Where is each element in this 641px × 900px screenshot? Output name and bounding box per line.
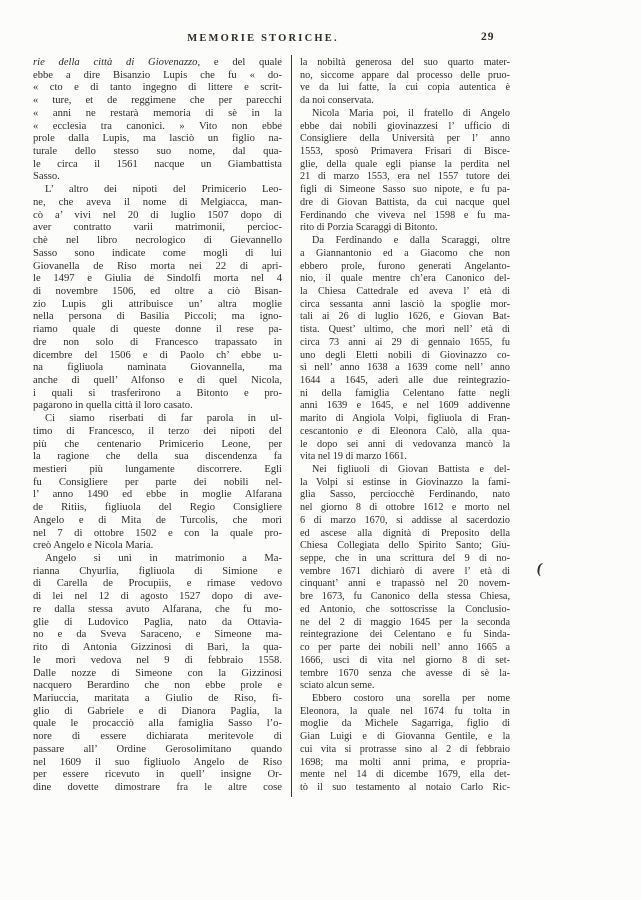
text-line: dicembre del 1506 e di Paolo ch’ ebbe u- bbox=[33, 349, 282, 361]
text-line: nel 1609 il suo figliuolo Angelo de Riso bbox=[33, 756, 282, 768]
text-line: quale le procacciò alla famiglia Sasso l’o- bbox=[33, 718, 282, 730]
text-line: glia Sasso, perciocchè Ferdinando, nato bbox=[300, 489, 510, 501]
text-line: tò il suo testamento al notaio Carlo Ric- bbox=[300, 781, 510, 793]
text-line: moglie da Michele Sagarriga, figlio di bbox=[300, 718, 510, 730]
text-line: ne, che aveva il nome di Melgiacca, man- bbox=[33, 196, 282, 208]
text-line: rito di Porzia Scaraggi di Bitonto. bbox=[300, 222, 438, 234]
page-number: 29 bbox=[481, 31, 495, 43]
text-line: per essere ricevuto in quell’ insigne Or- bbox=[33, 769, 282, 781]
text-line: Nicola Maria poi, il fratello di Angelo bbox=[312, 107, 510, 119]
text-line: re dalla stessa avuto Alfarana, che fu mo- bbox=[33, 603, 282, 615]
text-line: Ci siamo riserbati di far parola in ul- bbox=[45, 413, 282, 425]
text-line: co per parte dei nobili nell’ anno 1665 a bbox=[300, 642, 510, 654]
text-line: turale dello stesso suo nome, dal qua- bbox=[33, 146, 282, 158]
text-line: ebbe a dire Bisanzio Lupis che fu « do- bbox=[33, 69, 282, 81]
text-line: na figliuola naminata Giovannella, ma bbox=[33, 362, 282, 374]
text-line: no, siccome appare dal processo delle pruo- bbox=[300, 69, 510, 81]
text-line: nore di essere dichiarata meritevole di bbox=[33, 731, 282, 743]
left-text-column bbox=[33, 57, 282, 795]
text-line: glio di Gabriele e di Dianora Paglia, la bbox=[33, 705, 282, 717]
text-line: Giovanella de Riso morta nei 22 di apri- bbox=[33, 260, 282, 272]
text-line: glie, della quale egli pianse la perdita nel bbox=[300, 158, 510, 170]
text-line: l’ anno 1490 ed ebbe in moglie Alfarana bbox=[33, 489, 282, 501]
text-line: più che centenario Primicerio Leone, per bbox=[33, 438, 282, 450]
text-line: i quali si trasferirono a Bitonto e pro- bbox=[33, 387, 282, 399]
text-line: 1666, usci di vita nel giorno 8 di set- bbox=[300, 654, 510, 666]
text-line: nio, il quale mentre ch’era Canonico del- bbox=[300, 273, 510, 285]
text-line: ebbe dai nobili giovinazzesi l’ ufficio di bbox=[300, 120, 510, 132]
text-line: Angelo si unì in matrimonio a Ma- bbox=[45, 553, 282, 565]
text-line: timo di Francesco, il terzo dei nipoti del bbox=[33, 425, 282, 437]
text-line: rito di Antonia Gizzinosi di Bari, la qua- bbox=[33, 642, 282, 654]
text-line: 1644 a 1645, aderì alle due reintegrazio- bbox=[300, 374, 510, 386]
text-line: Mariuccia, maritata a Giulio de Riso, fi- bbox=[33, 692, 282, 704]
text-line: dre di Giovan Battista, da cui nacque quel bbox=[300, 196, 510, 208]
text-line: tista. Quest’ ultimo, che morì nell’ età di bbox=[300, 324, 510, 336]
text-line: Sasso. bbox=[33, 171, 60, 183]
text-line: Eleonora, la quale nel 1674 fu tolta in bbox=[300, 705, 510, 717]
running-header-title: MEMORIE STORICHE. bbox=[187, 33, 339, 44]
text-line: creò Angelo e Nicola Maria. bbox=[33, 540, 154, 552]
text-line: de Ritiis, figliuola del Regio Consigliere bbox=[33, 502, 282, 514]
text-line: la Chiesa Cattedrale ed aveva l’ età di bbox=[300, 285, 510, 297]
text-line: Ebbero costoro una sorella per nome bbox=[312, 692, 510, 704]
text-line: prole dalla Lupis, ma lasciò un figlio na- bbox=[33, 133, 282, 145]
text-line: anni 1639 e 1645, e nel 1609 addivenne bbox=[300, 400, 510, 412]
text-line: mente nel 14 di dicembe 1679, ella det- bbox=[300, 769, 510, 781]
text-line: aver contratto varii matrimonii, percioc- bbox=[33, 222, 282, 234]
text-line: nacquero Berardino che non ebbe prole e bbox=[33, 680, 282, 692]
text-line: le dopo sei anni di vedovanza mancò la bbox=[300, 438, 510, 450]
text-line: no e da Sveva Saraceno, e Simeone ma- bbox=[33, 629, 282, 641]
text-line: Dalle nozze di Simeone con la Gizzinosi bbox=[33, 667, 282, 679]
text-line: vita nel 19 di marzo 1661. bbox=[300, 451, 407, 463]
text-line: fu Consigliere per parte dei nobili nel- bbox=[33, 476, 282, 488]
text-line: L’ altro dei nipoti del Primicerio Leo- bbox=[45, 184, 282, 196]
text-line: reintegrazione dei Celentano e fu Sinda- bbox=[300, 629, 510, 641]
text-line: le 1497 e Giulia de Sindolfi morta nel 4 bbox=[33, 273, 282, 285]
text-line: passare all’ Ordine Gerosolimitano quando bbox=[33, 743, 282, 755]
text-line: Sasso sono indicate come mogli di lui bbox=[33, 247, 282, 259]
text-line: mestieri più lungamente discorrere. Egli bbox=[33, 464, 282, 475]
text-line: tembre 1670 senza che avesse di sè la- bbox=[300, 667, 510, 679]
text-line: Da Ferdinando e dalla Scaraggi, oltre bbox=[312, 235, 510, 247]
text-line: uno degli Eletti nobili di Giovinazzo co- bbox=[300, 349, 510, 361]
text-line: circa 73 anni ai 29 di gennaio 1655, fu bbox=[300, 336, 510, 348]
text-line: cinquant’ anni e trapassò nel 20 novem- bbox=[300, 578, 510, 590]
text-line: di lei nel 12 di agosto 1527 dopo di ave- bbox=[33, 591, 282, 603]
text-line: le circa il 1561 nacque un Giambattista bbox=[33, 158, 282, 170]
text-line bbox=[33, 57, 282, 70]
text-line: nel 7 di ottobre 1502 e con la quale pro- bbox=[33, 527, 282, 539]
text-line: Nei figliuoli di Giovan Battista e del- bbox=[312, 464, 510, 475]
text-line: Gian Luigi e di Giovanna Gentile, e la bbox=[300, 731, 510, 743]
text-line: vembre 1671 dichiarò di avere l’ età di bbox=[300, 565, 510, 577]
text-line: tali ai 26 di luglio 1626, e Giovan Bat- bbox=[300, 311, 510, 323]
text-line: nella persona di Basilia Piccoli; ma igno- bbox=[33, 311, 282, 323]
text-line: cò a’ vivi nel 20 di luglio 1507 dopo di bbox=[33, 209, 282, 221]
text-line: anche di quell’ Alfonso e di quel Nicola, bbox=[33, 374, 282, 386]
text-line: rianna Chyurlia, figliuola di Simione e bbox=[33, 565, 282, 577]
text-line: seppe, che in una scrittura del 9 di no- bbox=[300, 553, 510, 565]
text-line: glie di Ludovico Paglia, nato da Ottavia- bbox=[33, 616, 282, 628]
text-line: sì nell’ anno 1638 a 1639 come nell’ anno bbox=[300, 362, 510, 374]
text-line: 1698; ma molti anni prima, e propria- bbox=[300, 756, 510, 768]
text-line: cui vita si protrasse sino al 2 di febbraio bbox=[300, 743, 510, 755]
text-line: « anni ne restarà memoria di sè in la bbox=[33, 107, 282, 119]
text-line: ebbero prole, furono generati Angelanto- bbox=[300, 260, 510, 272]
text-line: bre 1673, fu Canonico della stessa Chiesa, bbox=[300, 591, 510, 603]
text-line: « cto e di tanto ingegno di littere e scrit- bbox=[33, 82, 282, 94]
text-line: le morì vedova nel 9 di febbraio 1558. bbox=[33, 654, 282, 666]
text-line: figli di Simeone Sasso suo nipote, e fu pa- bbox=[300, 184, 510, 196]
text-line: marito di Angiola Volpi, figliuola di Fran- bbox=[300, 413, 510, 425]
text-line: di Carella de Procupiis, e rimase vedovo bbox=[33, 578, 282, 590]
text-line: cescantonio e di Eleonora Calò, alla qua- bbox=[300, 425, 510, 437]
text-line: la nobiltà generosa del suo quarto mater- bbox=[300, 57, 510, 68]
text-line: dre non solo di Francesco trapassato in bbox=[33, 336, 282, 348]
text-line: nel giorno 8 di ottobre 1612 e morto nel bbox=[300, 502, 510, 514]
ink-smudge-artifact: ( bbox=[535, 560, 544, 578]
text-line: la ragione che della sua discendenza fa bbox=[33, 451, 282, 463]
right-text-column bbox=[300, 57, 510, 795]
column-divider-rule bbox=[291, 55, 292, 797]
text-line: da noi conservata. bbox=[300, 95, 374, 107]
text-line: Ferdinando che viveva nel 1598 e fu ma- bbox=[300, 209, 510, 221]
text-line: pagarono in quella città il loro casato. bbox=[33, 400, 193, 412]
text-line: circa sessanta anni lasciò la spoglie mor- bbox=[300, 298, 510, 310]
text-line: sciato alcun seme. bbox=[300, 680, 375, 692]
text-line: Angelo e di Mita de Turcolis, che morì bbox=[33, 514, 282, 526]
text-line: riamo quale di queste donne il rese pa- bbox=[33, 324, 282, 336]
text-line: 1553, sposò Primavera Frisari di Bisce- bbox=[300, 146, 510, 158]
text-line: ne del 2 di maggio 1645 per la seconda bbox=[300, 616, 510, 628]
text-span: , e del quale bbox=[197, 57, 282, 68]
text-line: 6 di marzo 1670, si addisse al sacerdozio bbox=[300, 514, 510, 526]
text-line: ed Antonio, che sottoscrisse la Conclusio- bbox=[300, 603, 510, 615]
text-line: chè nel libro necrologico di Gievannello bbox=[33, 235, 282, 247]
italic-text-span: rie della città di Giovenazzo bbox=[33, 57, 198, 68]
text-line: ni della famiglia Celentano fatte negli bbox=[300, 387, 510, 399]
text-line: « ture, et de reggimene che per parecchi bbox=[33, 95, 282, 107]
text-line: a Giannantonio ed a Giacomo che non bbox=[300, 247, 510, 259]
text-line: Consigliere della Università per l’ anno bbox=[300, 133, 510, 145]
text-line: Chiesa Collegiata dello Spirito Santo; Giu- bbox=[300, 540, 510, 552]
text-line: di novembre 1506, ed oltre a ciò Bisan- bbox=[33, 285, 282, 297]
text-line: la Volpi si estinse in Giovinazzo la fami- bbox=[300, 476, 510, 488]
text-line: « ecclesia tra canonici. » Vito non ebbe bbox=[33, 120, 282, 132]
text-line: dine dovette dimostrare fra le altre cose bbox=[33, 781, 282, 793]
text-line: ve da lui fatte, la cui copia autentica è bbox=[300, 82, 510, 94]
text-line: ed ascese alla dignità di Preposito della bbox=[300, 527, 510, 539]
text-line: 21 di marzo 1553, era nel 1557 tutore dei bbox=[300, 171, 510, 183]
text-line: zio Lupis gli attribuisce un’ altra moglie bbox=[33, 298, 282, 310]
